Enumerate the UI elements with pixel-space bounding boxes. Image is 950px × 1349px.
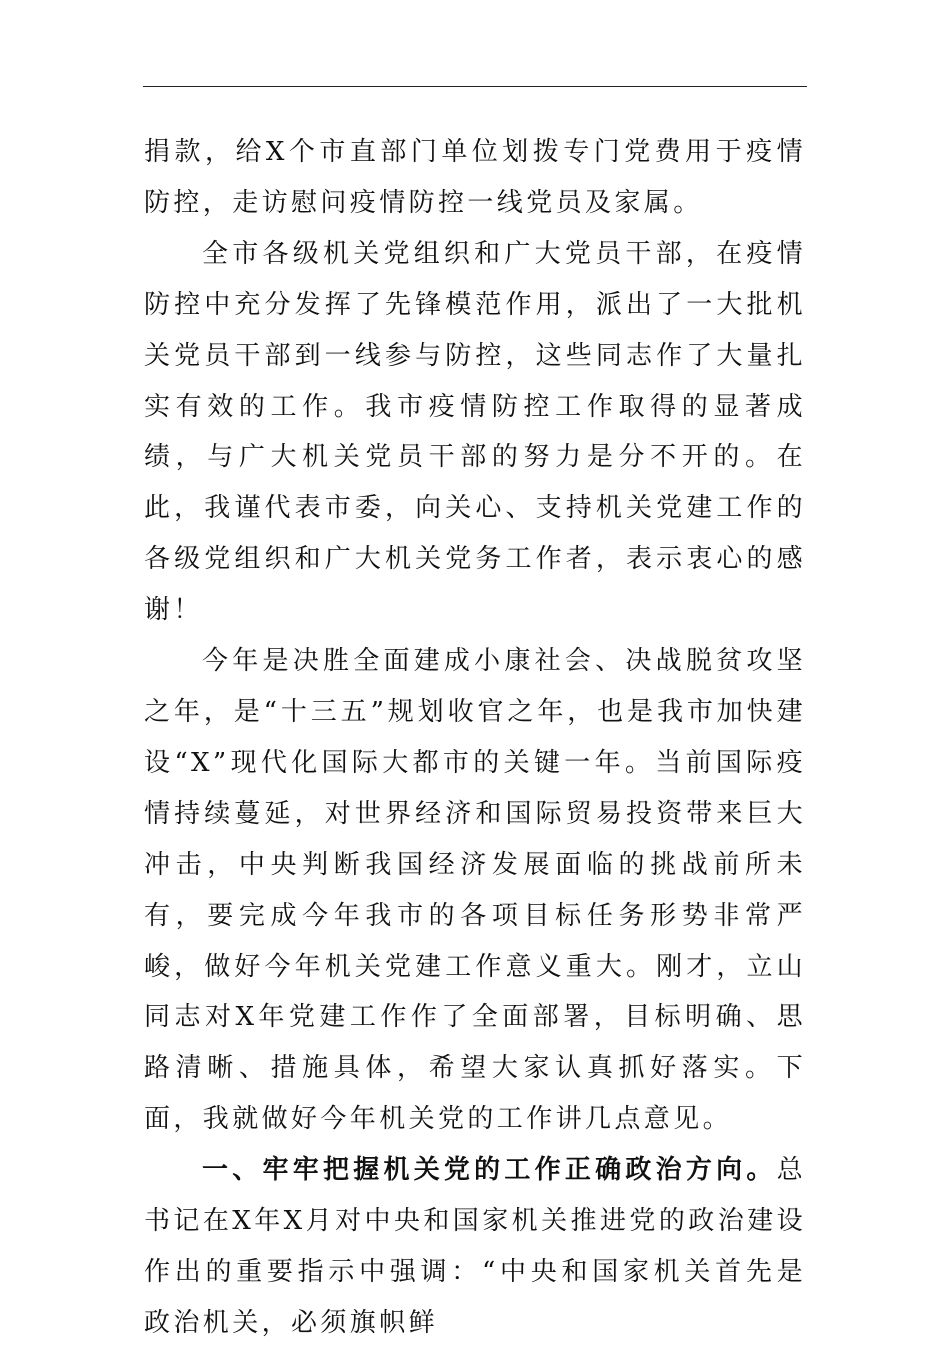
paragraph-text: 全市各级机关党组织和广大党员干部，在疫情防控中充分发挥了先锋模范作用，派出了一大批机关党员干部到一线参与防控，这些同志作了大量扎实有效的工作。我市疫情防控工作取得的显著成绩，与广大机关党员干部的努力是分不开的。在此，我谨代表市委，向关心、支持机关党建工作的各级党组织和广大机关党务工作者，表示衷心的感谢！ [144,238,806,626]
paragraph-thanks [144,229,806,636]
paragraph-text: 今年是决胜全面建成小康社会、决战脱贫攻坚之年，是“十三五”规划收官之年，也是我市加快建设“X”现代化国际大都市的关键一年。当前国际疫情持续蔓延，对世界经济和国际贸易投资带来巨大冲击，中央判断我国经济发展面临的挑战前所未有，要完成今年我市的各项目标任务形势非常严峻，做好今年机关党建工作意义重大。刚才，立山同志对X年党建工作作了全面部署，目标明确、思路清晰、措施具体，希望大家认真抓好落实。下面，我就做好今年机关党的工作讲几点意见。 [144,646,806,1135]
paragraph-context [144,636,806,1145]
paragraph-continued [144,127,806,229]
document-body [144,127,806,1349]
paragraph-text: 总书记在X年X月对中央和国家机关推进党的政治建设作出的重要指示中强调：“中央和国家机关首先是政治机关，必须旗帜鲜 [144,1155,806,1338]
section-heading: 一、牢牢把握机关党的工作正确政治方向。 [202,1155,777,1186]
paragraph-text: 捐款，给X个市直部门单位划拨专门党费用于疫情防控，走访慰问疫情防控一线党员及家属。 [144,137,806,218]
header-rule [143,86,807,87]
paragraph-section-one [144,1145,806,1349]
